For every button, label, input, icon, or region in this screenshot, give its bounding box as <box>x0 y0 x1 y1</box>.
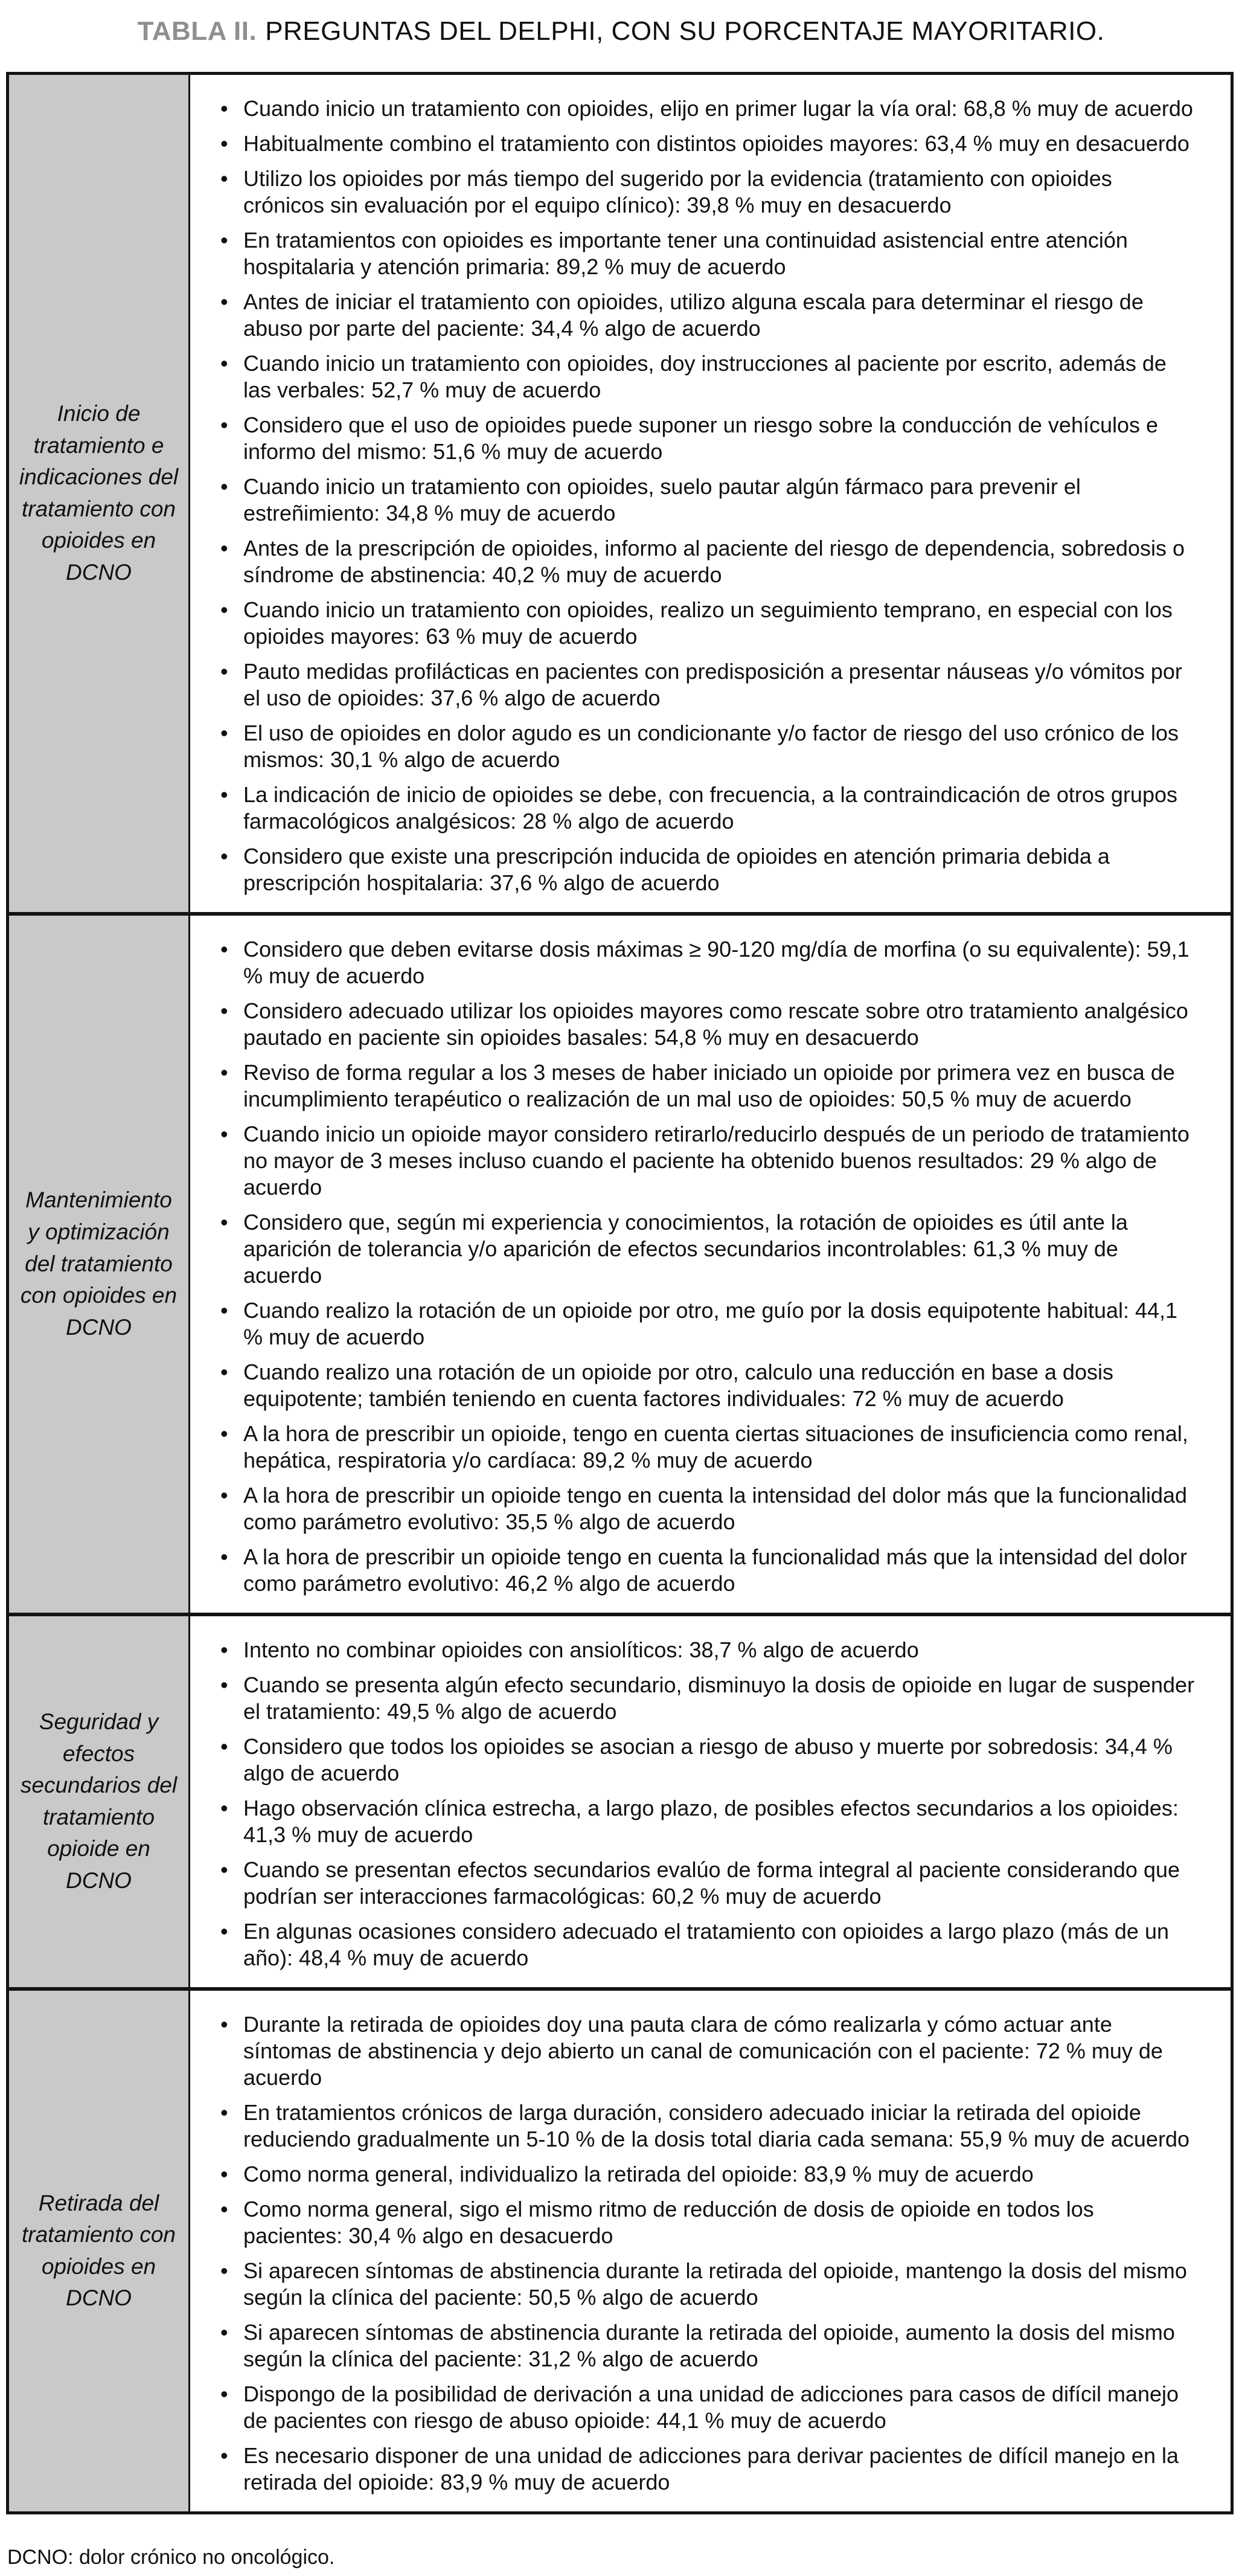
statement-item: • Cuando inicio un tratamiento con opioides, elijo en primer lugar la vía oral: 68,8 % muy de acuerdo <box>218 95 1197 122</box>
table-row <box>9 912 1231 1613</box>
table-title-text: PREGUNTAS DEL DELPHI, CON SU PORCENTAJE MAYORITARIO. <box>265 16 1105 46</box>
statement-item: • Cuando inicio un tratamiento con opioides, doy instrucciones al paciente por escrito, además de las verbales: 52,7 % muy de acuerdo <box>218 350 1197 403</box>
table-row <box>9 75 1231 912</box>
statement-item: • A la hora de prescribir un opioide, tengo en cuenta ciertas situaciones de insuficiencia como renal, hepática, respiratoria y/o cardíaca: 89,2 % muy de acuerdo <box>218 1421 1197 1474</box>
statement-item: • Considero que deben evitarse dosis máximas ≥ 90-120 mg/día de morfina (o su equivalente): 59,1 % muy de acuerdo <box>218 936 1197 989</box>
statement-list <box>218 2011 1197 2496</box>
row-category-label: Mantenimiento y optimización del tratamiento con opioides en DCNO <box>9 916 190 1613</box>
statement-item: • Durante la retirada de opioides doy una pauta clara de cómo realizarla y cómo actuar ante síntomas de abstinencia y dejo abierto un canal de comunicación con el paciente: 72 % muy de acuerdo <box>218 2011 1197 2091</box>
statement-item: • Dispongo de la posibilidad de derivación a una unidad de adicciones para casos de difícil manejo de pacientes con riesgo de abuso opioide: 44,1 % muy de acuerdo <box>218 2381 1197 2434</box>
statement-list <box>218 1637 1197 1971</box>
statement-item: • En tratamientos crónicos de larga duración, considero adecuado iniciar la retirada del opioide reduciendo gradualmente un 5-10 % de la dosis total diaria cada semana: 55,9 % muy de acuerdo <box>218 2099 1197 2153</box>
statement-item: • Pauto medidas profilácticas en pacientes con predisposición a presentar náuseas y/o vómitos por el uso de opioides: 37,6 % algo de acuerdo <box>218 658 1197 711</box>
row-statements-cell <box>190 1616 1231 1987</box>
statement-item: • Utilizo los opioides por más tiempo del sugerido por la evidencia (tratamiento con opioides crónicos sin evaluación por el equipo clínico): 39,8 % muy en desacuerdo <box>218 165 1197 219</box>
row-category-label: Inicio de tratamiento e indicaciones del tratamiento con opioides en DCNO <box>9 75 190 912</box>
table-title-prefix: TABLA II. <box>137 16 257 46</box>
statement-item: • La indicación de inicio de opioides se debe, con frecuencia, a la contraindicación de otros grupos farmacológicos analgésicos: 28 % algo de acuerdo <box>218 782 1197 835</box>
statement-item: • Cuando inicio un tratamiento con opioides, realizo un seguimiento temprano, en especial con los opioides mayores: 63 % muy de acuerdo <box>218 597 1197 650</box>
statement-item: • En algunas ocasiones considero adecuado el tratamiento con opioides a largo plazo (más de un año): 48,4 % muy de acuerdo <box>218 1918 1197 1971</box>
statement-item: • Como norma general, sigo el mismo ritmo de reducción de dosis de opioide en todos los pacientes: 30,4 % algo en desacuerdo <box>218 2196 1197 2249</box>
statement-item: • Hago observación clínica estrecha, a largo plazo, de posibles efectos secundarios a los opioides: 41,3 % muy de acuerdo <box>218 1795 1197 1848</box>
statement-item: • Cuando realizo una rotación de un opioide por otro, calculo una reducción en base a dosis equipotente; también teniendo en cuenta factores individuales: 72 % muy de acuerdo <box>218 1359 1197 1412</box>
statement-item: • Considero que, según mi experiencia y conocimientos, la rotación de opioides es útil ante la aparición de tolerancia y/o aparición de efectos secundarios incontrolables: 61,3 % muy de acuerdo <box>218 1209 1197 1289</box>
table-title <box>24 16 1218 48</box>
statement-item: • Como norma general, individualizo la retirada del opioide: 83,9 % muy de acuerdo <box>218 2161 1197 2188</box>
statement-item: • Considero adecuado utilizar los opioides mayores como rescate sobre otro tratamiento analgésico pautado en paciente sin opioides basales: 54,8 % muy en desacuerdo <box>218 998 1197 1051</box>
statement-list <box>218 95 1197 896</box>
statement-item: • Cuando inicio un tratamiento con opioides, suelo pautar algún fármaco para prevenir el estreñimiento: 34,8 % muy de acuerdo <box>218 474 1197 527</box>
statement-item: • Intento no combinar opioides con ansiolíticos: 38,7 % algo de acuerdo <box>218 1637 1197 1663</box>
statement-item: • Considero que existe una prescripción inducida de opioides en atención primaria debida a prescripción hospitalaria: 37,6 % algo de acuerdo <box>218 843 1197 896</box>
row-statements-cell <box>190 916 1231 1613</box>
statement-item: • Reviso de forma regular a los 3 meses de haber iniciado un opioide por primera vez en busca de incumplimiento terapéutico o realización de un mal uso de opioides: 50,5 % muy de acuerdo <box>218 1059 1197 1113</box>
statement-item: • Antes de la prescripción de opioides, informo al paciente del riesgo de dependencia, sobredosis o síndrome de abstinencia: 40,2 % muy de acuerdo <box>218 535 1197 588</box>
delphi-table <box>6 72 1234 2514</box>
statement-item: • Si aparecen síntomas de abstinencia durante la retirada del opioide, aumento la dosis del mismo según la clínica del paciente: 31,2 % algo de acuerdo <box>218 2319 1197 2372</box>
statement-item: • A la hora de prescribir un opioide tengo en cuenta la funcionalidad más que la intensidad del dolor como parámetro evolutivo: 46,2 % algo de acuerdo <box>218 1544 1197 1597</box>
row-statements-cell <box>190 1991 1231 2511</box>
statement-item: • A la hora de prescribir un opioide tengo en cuenta la intensidad del dolor más que la funcionalidad como parámetro evolutivo: 35,5 % algo de acuerdo <box>218 1482 1197 1535</box>
statement-item: • En tratamientos con opioides es importante tener una continuidad asistencial entre atención hospitalaria y atención primaria: 89,2 % muy de acuerdo <box>218 227 1197 280</box>
statement-list <box>218 936 1197 1597</box>
statement-item: • Es necesario disponer de una unidad de adicciones para derivar pacientes de difícil manejo en la retirada del opioide: 83,9 % muy de acuerdo <box>218 2443 1197 2496</box>
statement-item: • Cuando realizo la rotación de un opioide por otro, me guío por la dosis equipotente habitual: 44,1 % muy de acuerdo <box>218 1297 1197 1351</box>
statement-item: • Si aparecen síntomas de abstinencia durante la retirada del opioide, mantengo la dosis del mismo según la clínica del paciente: 50,5 % algo de acuerdo <box>218 2258 1197 2311</box>
statement-item: • Considero que todos los opioides se asocian a riesgo de abuso y muerte por sobredosis: 34,4 % algo de acuerdo <box>218 1733 1197 1787</box>
table-row <box>9 1613 1231 1987</box>
statement-item: • Considero que el uso de opioides puede suponer un riesgo sobre la conducción de vehículos e informo del mismo: 51,6 % muy de acuerdo <box>218 412 1197 465</box>
table-row <box>9 1987 1231 2511</box>
footnote: DCNO: dolor crónico no oncológico. <box>7 2546 335 2569</box>
statement-item: • Cuando se presentan efectos secundarios evalúo de forma integral al paciente considerando que podrían ser interacciones farmacológicas: 60,2 % muy de acuerdo <box>218 1857 1197 1910</box>
statement-item: • Cuando inicio un opioide mayor considero retirarlo/reducirlo después de un periodo de tratamiento no mayor de 3 meses incluso cuando el paciente ha obtenido buenos resultados: 29 % algo de acuerdo <box>218 1121 1197 1201</box>
statement-item: • El uso de opioides en dolor agudo es un condicionante y/o factor de riesgo del uso crónico de los mismos: 30,1 % algo de acuerdo <box>218 720 1197 773</box>
row-category-label: Retirada del tratamiento con opioides en DCNO <box>9 1991 190 2511</box>
row-category-label: Seguridad y efectos secundarios del tratamiento opioide en DCNO <box>9 1616 190 1987</box>
statement-item: • Antes de iniciar el tratamiento con opioides, utilizo alguna escala para determinar el riesgo de abuso por parte del paciente: 34,4 % algo de acuerdo <box>218 289 1197 342</box>
statement-item: • Cuando se presenta algún efecto secundario, disminuyo la dosis de opioide en lugar de suspender el tratamiento: 49,5 % algo de acuerdo <box>218 1672 1197 1725</box>
row-statements-cell <box>190 75 1231 912</box>
statement-item: • Habitualmente combino el tratamiento con distintos opioides mayores: 63,4 % muy en desacuerdo <box>218 130 1197 157</box>
